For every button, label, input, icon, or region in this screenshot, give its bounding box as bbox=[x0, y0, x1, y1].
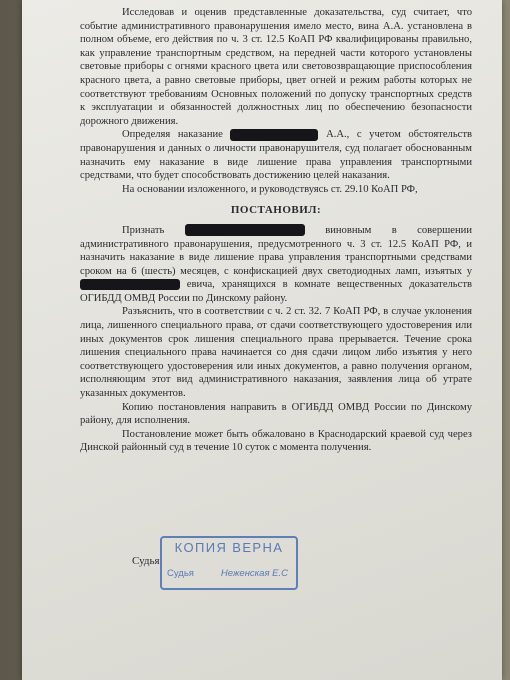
paragraph-appeal: Постановление может быть обжаловано в Краснодарский краевой суд через Динской районный суд в течение 10 суток с момента получения. bbox=[80, 428, 472, 454]
redaction-mark bbox=[185, 224, 305, 236]
stamp-heading: КОПИЯ ВЕРНА bbox=[174, 540, 284, 555]
paragraph-ruling-lead: Признать bbox=[122, 224, 165, 236]
paragraph-legal-basis: На основании изложенного, и руководствуясь ст. 29.10 КоАП РФ, bbox=[122, 183, 418, 195]
paragraph-ruling-end: евича, хранящихся в комнате вещественных доказательств ОГИБДД ОМВД России по Динскому району. bbox=[80, 279, 472, 304]
redaction-mark bbox=[230, 129, 318, 141]
stamp-judge-name: Неженская Е.С bbox=[220, 568, 288, 579]
paragraph-ruling-middle: виновным в совершении административного правонарушения, предусмотренного ч. 3 ст. 12.5 КоАП РФ, и назначить наказание в виде лишение права управления транспортными средствами сроком на 6 (шесть) месяцев, с конфискацией двух светодиодных ламп, изъятых у bbox=[80, 224, 472, 277]
paragraph-explanation: Разъяснить, что в соответствии с ч. 2 ст. 32. 7 КоАП РФ, в случае уклонения лица, лишенного специального права, от сдачи соответствующего удостоверения или иных документов срок лишения специального права прерывается. Течение срока лишения специального права начинается со дня сдачи лицом либо изъятия у него соответствующего удостоверения или иных документов, а равно получения органом, исполняющим этот вид административного наказания, заявления лица об утрате указанных документов. bbox=[80, 306, 472, 400]
paragraph-copy-send: Копию постановления направить в ОГИБДД ОМВД России по Динскому району, для исполнения. bbox=[80, 401, 472, 427]
paragraph-penalty-lead: Определяя наказание bbox=[122, 129, 223, 141]
stamp-role: Судья bbox=[167, 568, 194, 579]
paragraph-ruling bbox=[80, 224, 472, 306]
redaction-mark bbox=[80, 279, 180, 290]
judge-signature-label: Судья bbox=[132, 555, 160, 567]
certified-copy-stamp bbox=[160, 536, 298, 590]
paragraph-evidence: Исследовав и оценив представленные доказательства, суд считает, что событие административного правонарушения имело место, вина А.А. установлена в полном объеме, его действия по ч. 3 ст. 12.5 КоАП РФ квалифицированы правильно, как управление транспортным средством, на передней части которого установлены световые приборы с огнями красного цвета или световозвращающие приспособления красного цвета, а равно световые приборы, цвет огней и режим работы которых не соответствуют требованиям Основных положений по допуску транспортных средств к эксплуатации и обязанностей должностных лиц по обеспечению безопасности дорожного движения. bbox=[80, 7, 472, 127]
document-page bbox=[22, 0, 502, 680]
document-body bbox=[80, 6, 472, 455]
paragraph-penalty-reasoning bbox=[80, 128, 472, 182]
paragraph-penalty-rest: А.А., с учетом обстоятельств правонарушения и данных о личности правонарушителя, суд полагает обоснованным назначить ему наказание в виде лишение права управления транспортными средствами, что будет способствовать достижению целей наказания. bbox=[80, 129, 472, 182]
ruling-title: ПОСТАНОВИЛ: bbox=[230, 204, 322, 217]
